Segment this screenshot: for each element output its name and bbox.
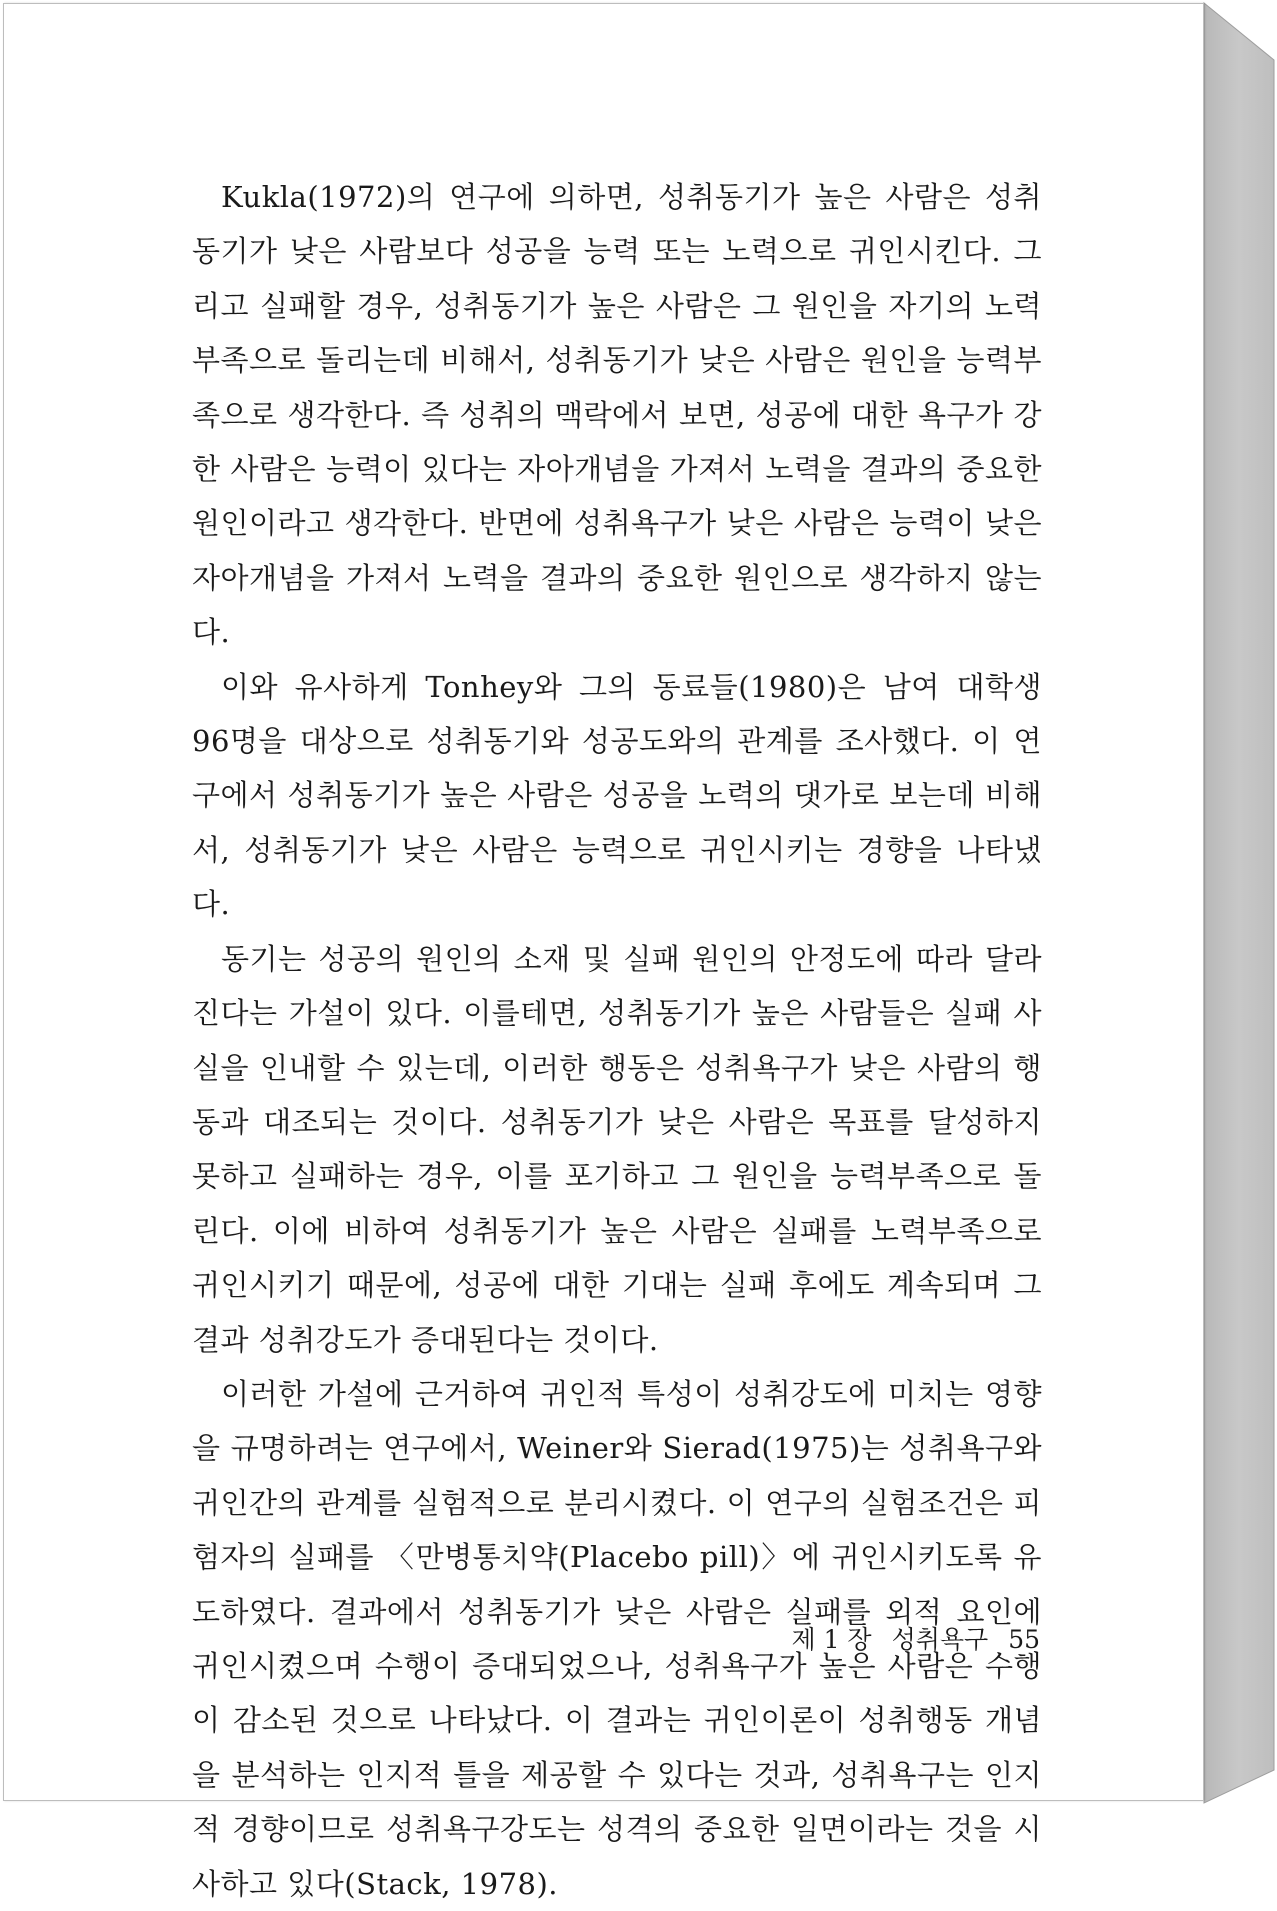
page-footer — [780, 1620, 1040, 1656]
paragraph-2: 이와 유사하게 Tonhey와 그의 동료들(1980)은 남여 대학생 96명을 대상으로 성취동기와 성공도와의 관계를 조사했다. 이 연구에서 성취동기가 높은 사람은 성공을 노력의 댓가로 보는데 비해서, 성취동기가 낮은 사람은 능력으로 귀인시키는 경향을 나타냈다. — [192, 669, 1042, 922]
chapter-title: 성취욕구 — [891, 1625, 989, 1654]
paragraph-4: 이러한 가설에 근거하여 귀인적 특성이 성취강도에 미치는 영향을 규명하려는 연구에서, Weiner와 Sierad(1975)는 성취욕구와 귀인간의 관계를 실험적으로 분리시켰다. 이 연구의 실험조건은 피험자의 실패를 〈만병통치약(Placebo pill)〉에 귀인시키도록 유도하였다. 결과에서 성취동기가 낮은 사람은 실패를 외적 요인에 귀인시켰으며 수행이 증대되었으나, 성취욕구가 높은 사람은 수행이 감소된 것으로 나타났다. 이 결과는 귀인이론이 성취행동 개념을 분석하는 인지적 틀을 제공할 수 있다는 것과, 성취욕구는 인지적 경향이므로 성취욕구강도는 성격의 중요한 일면이라는 것을 시사하고 있다(Stack, 1978). — [192, 1376, 1042, 1901]
chapter-label: 제 1 장 — [791, 1625, 872, 1654]
book-spine-edge — [1204, 3, 1274, 1803]
paragraph-1: Kukla(1972)의 연구에 의하면, 성취동기가 높은 사람은 성취동기가 낮은 사람보다 성공을 능력 또는 노력으로 귀인시킨다. 그리고 실패할 경우, 성취동기가 높은 사람은 그 원인을 자기의 노력부족으로 돌리는데 비해서, 성취동기가 낮은 사람은 원인을 능력부족으로 생각한다. 즉 성취의 맥락에서 보면, 성공에 대한 욕구가 강한 사람은 능력이 있다는 자아개념을 가져서 노력을 결과의 중요한 원인이라고 생각한다. 반면에 성취욕구가 낮은 사람은 능력이 낮은 자아개념을 가져서 노력을 결과의 중요한 원인으로 생각하지 않는다. — [192, 180, 1042, 650]
page-number: 55 — [1008, 1625, 1040, 1654]
paragraph-3: 동기는 성공의 원인의 소재 및 실패 원인의 안정도에 따라 달라진다는 가설이 있다. 이를테면, 성취동기가 높은 사람들은 실패 사실을 인내할 수 있는데, 이러한 행동은 성취욕구가 낮은 사람의 행동과 대조되는 것이다. 성취동기가 낮은 사람은 목표를 달성하지 못하고 실패하는 경우, 이를 포기하고 그 원인을 능력부족으로 돌린다. 이에 비하여 성취동기가 높은 사람은 실패를 노력부족으로 귀인시키기 때문에, 성공에 대한 기대는 실패 후에도 계속되며 그 결과 성취강도가 증대된다는 것이다. — [192, 941, 1042, 1357]
